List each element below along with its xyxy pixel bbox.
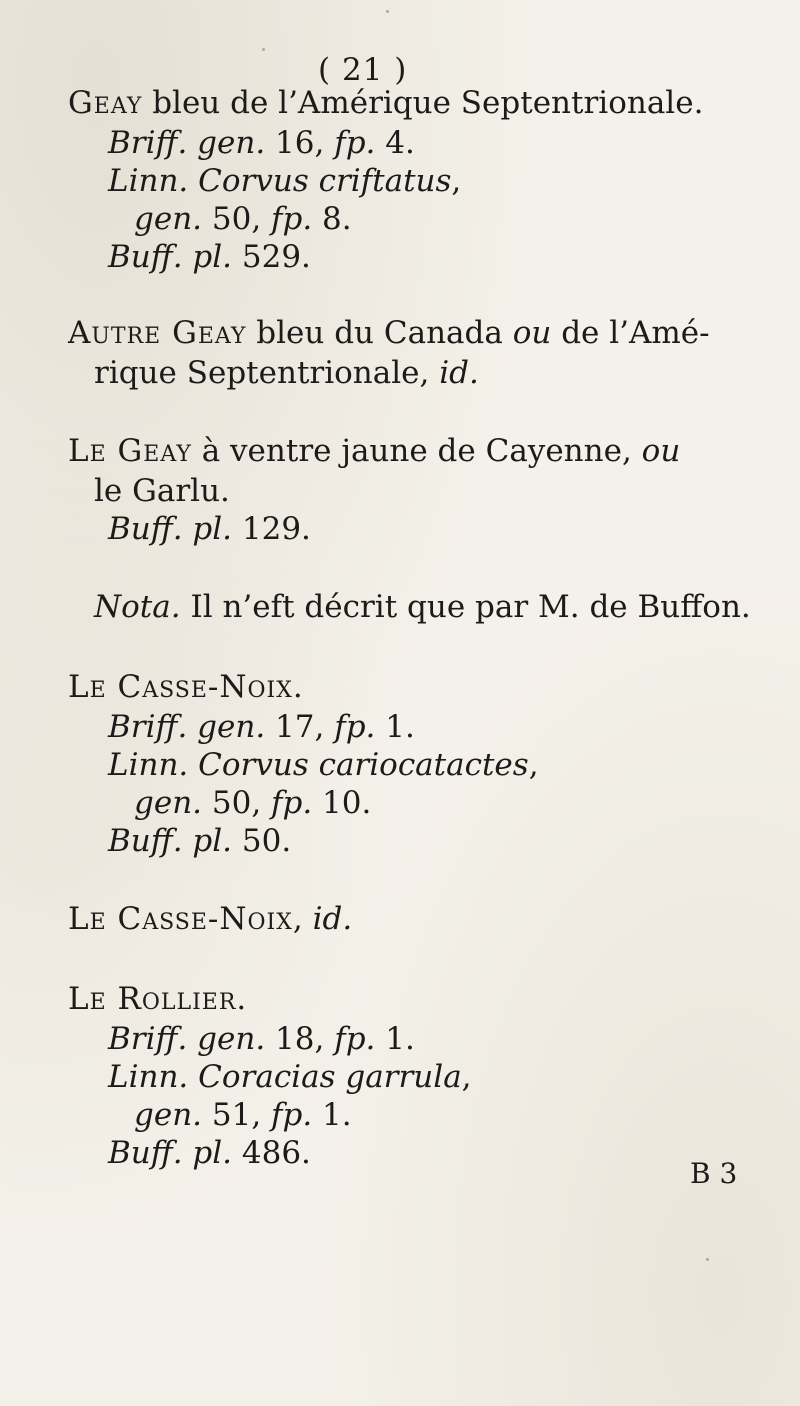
reference-line: gen. 50, fp. 10. [134, 785, 372, 821]
entry-casse-noix-heading [68, 669, 304, 705]
entry-geay-ventre-jaune-heading: Le Geay à ventre jaune de Cayenne, ou [68, 433, 681, 469]
reference-line: Linn. Corvus cariocatactes, [108, 747, 539, 783]
entry-casse-noix-id-heading: Le Casse-Noix, id. [68, 901, 353, 937]
species-name: Le Casse-Noix [68, 901, 293, 937]
reference-line: Buff. pl. 129. [108, 511, 311, 547]
reference-line: Buff. pl. 529. [108, 239, 311, 275]
reference-line: Briff. gen. 18, fp. 1. [108, 1021, 415, 1057]
entry-continuation: rique Septentrionale, id. [94, 355, 479, 391]
reference-line: gen. 50, fp. 8. [134, 201, 352, 237]
species-name: Autre Geay [68, 315, 247, 351]
reference-line: Briff. gen. 17, fp. 1. [108, 709, 415, 745]
species-description: bleu de l’Amérique Septentrionale. [142, 85, 704, 121]
paper-speck [706, 1258, 709, 1261]
reference-line: Briff. gen. 16, fp. 4. [108, 125, 415, 161]
reference-line: gen. 51, fp. 1. [134, 1097, 352, 1133]
species-name: Geay [68, 85, 143, 121]
entry-continuation: le Garlu. [94, 473, 230, 509]
paper-speck [262, 48, 265, 51]
paper-speck [386, 10, 389, 13]
reference-line: Buff. pl. 486. [108, 1135, 311, 1171]
reference-line: Linn. Coracias garrula, [108, 1059, 472, 1095]
species-name: Le Casse-Noix. [68, 669, 304, 705]
page-number: ( 21 ) [318, 52, 408, 88]
signature-mark: B 3 [690, 1157, 738, 1190]
nota-line: Nota. Il n’eft décrit que par M. de Buffon. [94, 589, 751, 625]
species-name: Le Rollier. [68, 981, 248, 1017]
species-name: Le Geay [68, 433, 192, 469]
reference-line: Buff. pl. 50. [108, 823, 292, 859]
entry-rollier-heading [68, 981, 248, 1017]
entry-geay-bleu-heading [68, 85, 704, 121]
entry-autre-geay-heading: Autre Geay bleu du Canada ou de l’Amé- [68, 315, 710, 351]
reference-line: Linn. Corvus criftatus, [108, 163, 462, 199]
